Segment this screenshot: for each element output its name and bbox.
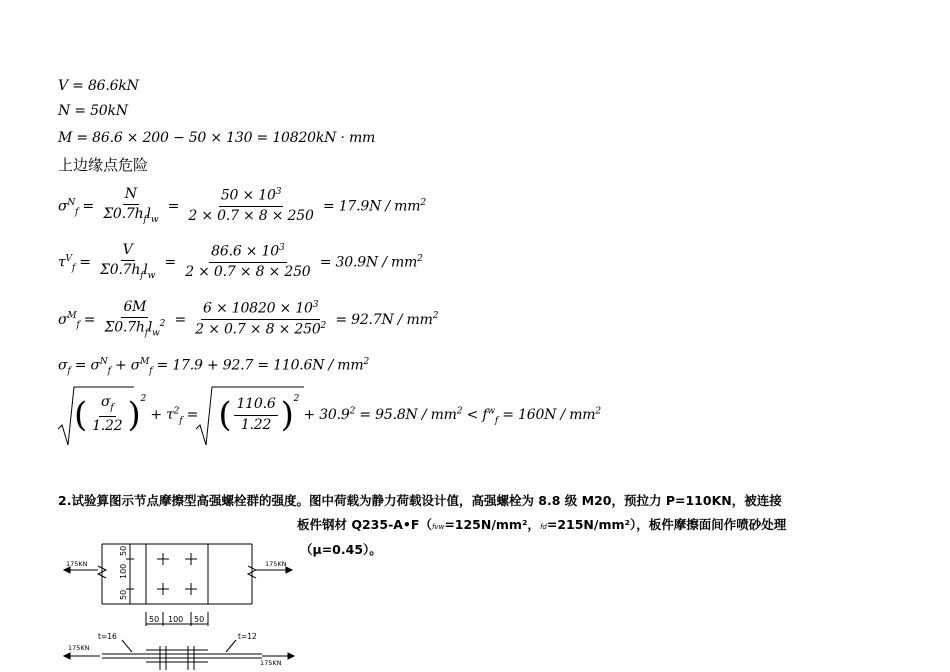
fraction: $\frac{6M}{\Sigma 0.7h_fl_w^2}$ (104, 299, 166, 339)
bolt-icon (185, 583, 197, 595)
elevation-view (102, 640, 262, 670)
dim-bot: 50 (119, 589, 128, 600)
equation-n: N = 50kN (58, 103, 128, 119)
dim-h2: 100 (168, 615, 184, 624)
dim-h1: 50 (149, 615, 160, 624)
equation-v: V = 86.6kN (58, 78, 139, 94)
fraction: $\frac{86.6 \times 10^3}{2 \times 0.7 \times 8 \times 250}$ (185, 243, 311, 281)
equation-sigma-m: $\sigma^M_f$ = $\frac{6M}{\Sigma 0.7h_fl_w^2}$ = $\frac{6 \times 10820 \times 10^3}{2 \times 0.7 \times 8 \times 250^2}$ = $92.7N / mm^2$ (58, 299, 439, 339)
problem-line-2: 板件钢材 Q235-A•F（fvw=125N/mm²，fd=215N/mm²），板件摩擦面间作喷砂处理 (297, 517, 787, 532)
bolt-icon (157, 553, 169, 565)
load-left-label-2: 175KN (68, 644, 90, 652)
equation-tau-v: $\tau^V_f$ = $\frac{V}{\Sigma 0.7h_fl_w}$ = $\frac{86.6 \times 10^3}{2 \times 0.7 \times 8 \times 250}$ = $30.9N / mm^2$ (58, 242, 423, 282)
thickness-right: t=12 (238, 632, 257, 641)
equation-sigma-total: $\sigma_f = \sigma^N_f + \sigma^M_f = 17.9 + 92.7 = 110.6N / mm^2$ (58, 357, 369, 377)
fraction: $\frac{\sigma_f}{1.22}$ (92, 394, 123, 435)
arrow-left-icon (64, 653, 100, 659)
equation-check: ( $\frac{\sigma_f}{1.22}$ )$^2 + \tau^2_f$ = ( $\frac{110.6}{1.22}$ )$^2 + 30.9^2 = 95.8N / mm^2 < f^w_f = 160N / mm^2$ (74, 394, 601, 435)
fraction: $\frac{6 \times 10820 \times 10^3}{2 \times 0.7 \times 8 \times 250^2}$ (195, 300, 327, 339)
danger-note: 上边缘点危险 (58, 156, 149, 174)
bolt-icon (157, 583, 169, 595)
fraction: $\frac{N}{\Sigma 0.7h_fl_w}$ (103, 186, 159, 226)
problem-line-3: （μ=0.45）。 (300, 542, 382, 557)
equation-sigma-n: $\sigma^N_f$ = $\frac{N}{\Sigma 0.7h_fl_w}$ = $\frac{50 \times 10^3}{2 \times 0.7 \times 8 \times 250}$ = $17.9N / mm^2$ (58, 186, 426, 226)
dim-top: 50 (119, 545, 128, 556)
thickness-left: t=16 (98, 632, 117, 641)
dim-h3: 50 (194, 615, 205, 624)
load-left-label: 175KN (66, 560, 88, 568)
load-right-label: 175KN (265, 560, 287, 568)
equation-m: M = 86.6 × 200 − 50 × 130 = 10820kN · mm (58, 130, 376, 146)
bolt-icon (185, 553, 197, 565)
load-right-label-2: 175KN (260, 659, 282, 667)
dim-mid: 100 (119, 563, 128, 579)
problem-line-1: 2.试验算图示节点摩擦型高强螺栓群的强度。图中荷载为静力荷载设计值，高强螺栓为 8.8 级 M20，预拉力 P=110KN，被连接 (58, 493, 782, 508)
fraction: $\frac{50 \times 10^3}{2 \times 0.7 \times 8 \times 250}$ (188, 187, 314, 225)
fraction: $\frac{110.6}{1.22}$ (236, 396, 276, 433)
bolt-splice-diagram (62, 540, 302, 670)
bolt-group (157, 553, 197, 595)
fraction: $\frac{V}{\Sigma 0.7h_fl_w}$ (100, 242, 156, 282)
